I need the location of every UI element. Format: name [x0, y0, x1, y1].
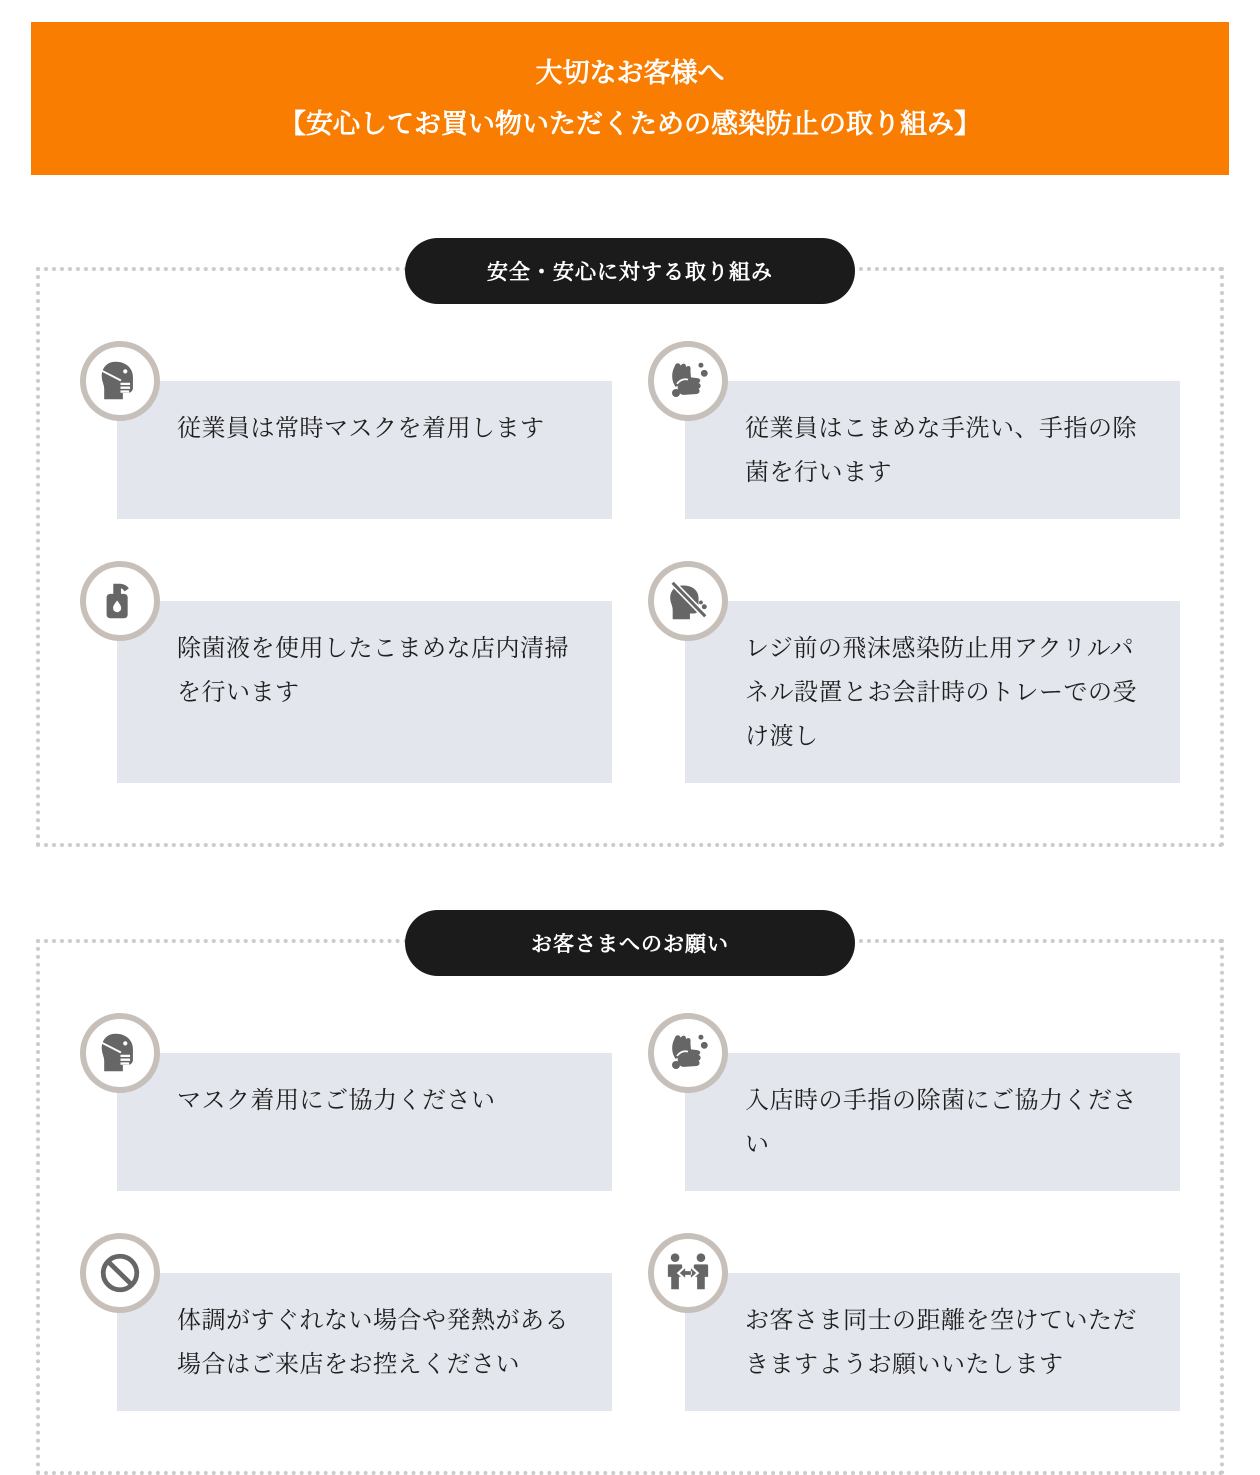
item-text: 体調がすぐれない場合や発熱がある場合はご来店をお控えください — [177, 1307, 569, 1378]
item-text: 入店時の手指の除菌にご協力ください — [745, 1087, 1137, 1158]
social-distance-icon — [648, 1233, 728, 1313]
section-customer-requests — [36, 933, 1224, 1475]
item-card — [685, 381, 1180, 519]
sanitizer-bottle-icon — [80, 561, 160, 641]
item-text: 従業員は常時マスクを着用します — [177, 415, 545, 442]
request-item-mask — [80, 1013, 612, 1191]
request-item-stay-home — [80, 1233, 612, 1411]
mask-face-icon — [80, 341, 160, 421]
item-card — [117, 601, 612, 783]
measure-item-acrylic-panel — [648, 561, 1180, 783]
measure-item-sanitize-clean — [80, 561, 612, 783]
item-text: お客さま同士の距離を空けていただきますようお願いいたします — [745, 1307, 1137, 1378]
item-card — [117, 1053, 612, 1191]
item-text: レジ前の飛沫感染防止用アクリルパネル設置とお会計時のトレーでの受け渡し — [745, 635, 1137, 750]
item-card — [117, 1273, 612, 1411]
droplet-block-icon — [648, 561, 728, 641]
item-card — [685, 601, 1180, 783]
section-title: お客さまへのお願い — [531, 933, 729, 956]
measure-item-handwash — [648, 341, 1180, 519]
item-text: 除菌液を使用したこまめな店内清掃を行います — [177, 635, 569, 706]
page — [0, 22, 1260, 1475]
items-grid — [80, 341, 1180, 783]
banner-subtitle: 【安心してお買い物いただくための感染防止の取り組み】 — [279, 109, 981, 139]
header-banner — [31, 22, 1229, 175]
item-card — [685, 1273, 1180, 1411]
section-title-pill — [405, 238, 855, 304]
mask-face-icon — [80, 1013, 160, 1093]
request-item-sanitize — [648, 1013, 1180, 1191]
item-card — [685, 1053, 1180, 1191]
request-item-distance — [648, 1233, 1180, 1411]
item-text: 従業員はこまめな手洗い、手指の除菌を行います — [745, 415, 1137, 486]
measure-item-mask — [80, 341, 612, 519]
item-text: マスク着用にご協力ください — [177, 1087, 496, 1114]
prohibition-icon — [80, 1233, 160, 1313]
item-card — [117, 381, 612, 519]
items-grid — [80, 1013, 1180, 1411]
section-title: 安全・安心に対する取り組み — [487, 261, 773, 284]
section-title-pill — [405, 910, 855, 976]
hand-wash-icon — [648, 341, 728, 421]
hand-wash-icon — [648, 1013, 728, 1093]
banner-title: 大切なお客様へ — [535, 58, 725, 88]
section-safety-measures — [36, 261, 1224, 847]
